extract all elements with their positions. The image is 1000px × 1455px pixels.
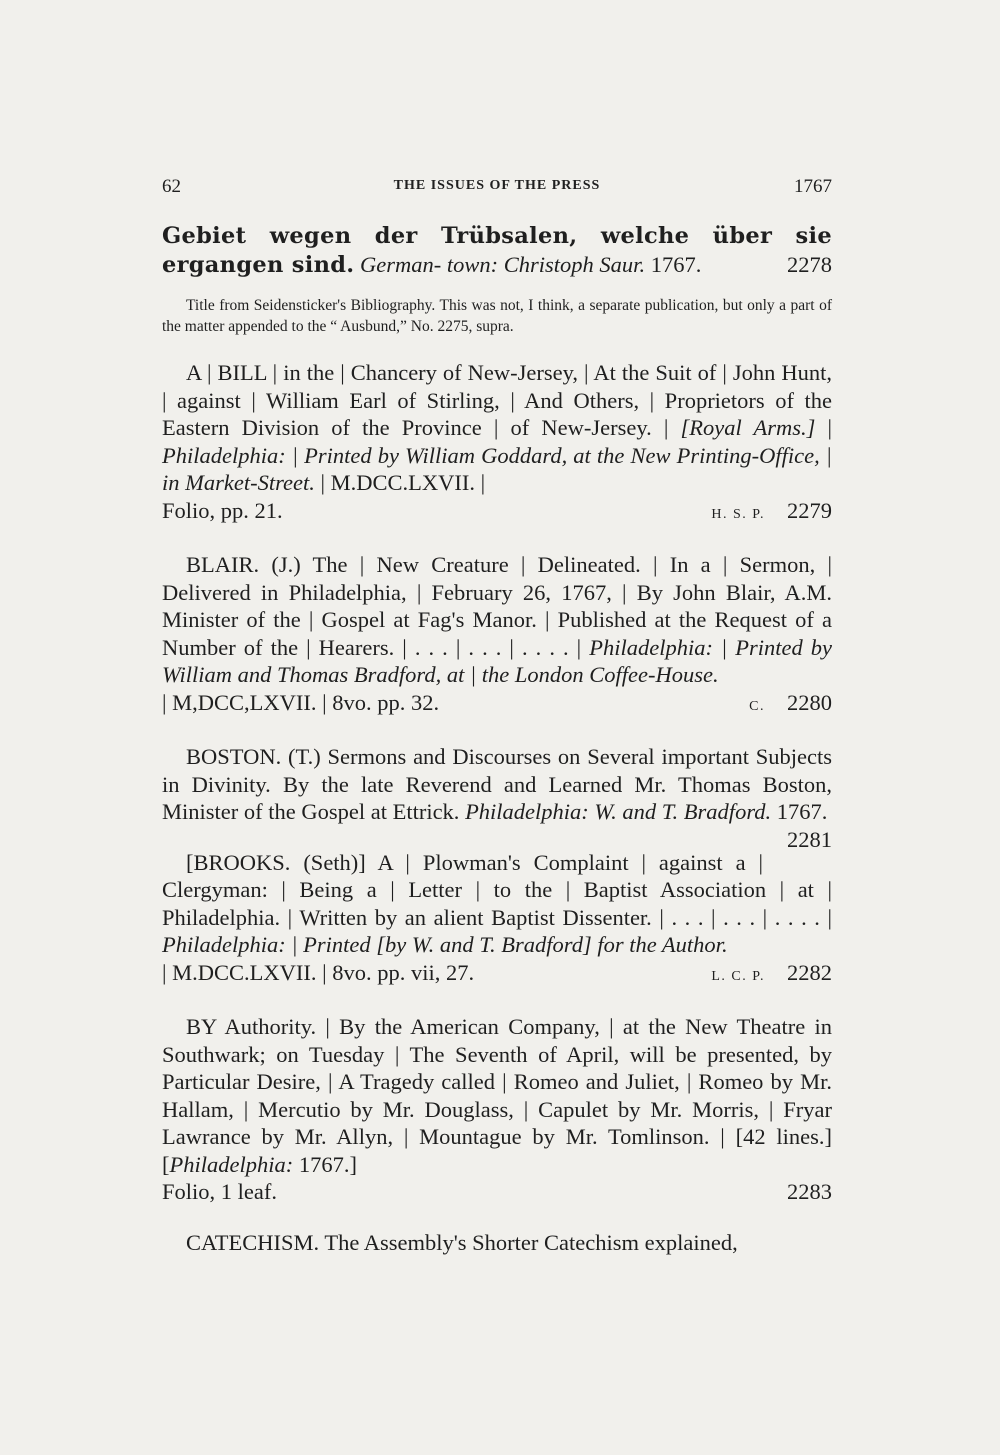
entry-2281 [162, 743, 832, 852]
entry-number: 2283 [787, 1179, 832, 1204]
entry-number: 2281 [787, 826, 832, 852]
entry-imprint: Philadelphia: | Printed by William Goddard, at the New Printing-Office, | in Market-Street. [162, 442, 832, 495]
library-siglum: L. C. P. [711, 968, 765, 984]
entry-date: 1767. [771, 799, 828, 824]
entry-text: 1767.] [293, 1151, 357, 1177]
entry-number: 2278 [787, 251, 832, 277]
entry-date: 1767. [650, 251, 702, 277]
library-siglum: H. S. P. [711, 506, 765, 522]
fraktur-title: Gebiet wegen der Trübsalen, welche über sie ergangen sind. [162, 223, 832, 278]
entry-italic: [Royal Arms.] [680, 415, 816, 440]
entry-note: Title from Seidensticker's Bibliography. This was not, I think, a separate publication, but only a part of the matter appended to the “ Ausbund,” No. 2275, supra. [162, 297, 832, 335]
entry-end-line [162, 1178, 832, 1206]
entry-end-line [162, 497, 832, 529]
entry-number: 2280 [787, 689, 832, 715]
entry-imprint: Philadelphia: W. and T. Bradford. [465, 799, 772, 824]
entry-2279 [162, 359, 832, 528]
entry-format: | M.DCC.LXVII. | 8vo. pp. vii, 27. [162, 959, 475, 985]
entry-2282 [162, 849, 832, 991]
entry-text: CATECHISM. The Assembly's Shorter Catechism explained, [186, 1229, 738, 1255]
entry-end-line [162, 689, 832, 721]
entry-format: | M,DCC,LXVII. | 8vo. pp. 32. [162, 689, 440, 715]
running-title: THE ISSUES OF THE PRESS [393, 178, 601, 193]
page-number: 62 [162, 176, 181, 197]
entry-text: | [815, 415, 832, 440]
entry-number: 2279 [787, 497, 832, 523]
entry-text: A | BILL | in the | Chancery of New-Jersey, | At the Suit of | John Hunt, | against | William Earl of Stirling, | And Others, | Proprietors of the Eastern Division of the Province | of New-Jersey. | [162, 360, 832, 440]
entry-format: Folio, pp. 21. [162, 497, 283, 523]
entry-text: [BROOKS. (Seth)] A | Plowman's Complaint | against a | Clergyman: | Being a | Letter | to the | Baptist Association | at | Philadelphia. | Written by an alient Baptist Dissenter. | . . . | . . . | . . . . | [162, 849, 832, 930]
entry-imprint: town: Christoph Saur. [446, 251, 646, 277]
body-text [162, 222, 832, 1279]
library-siglum: C. [749, 698, 765, 714]
entry-imprint: Philadelphia: | Printed [by W. and T. Bradford] for the Author. [162, 932, 728, 957]
entry-end-line [162, 959, 832, 991]
entry-imprint: Philadelphia: | Printed by William and Thomas Bradford, at | the London Coffee-House. [162, 634, 833, 687]
entry-text: | M.DCC.LXVII. | [314, 470, 486, 495]
entry-text: BOSTON. (T.) Sermons and Discourses on Several important Subjects in Divinity. By the late Reverend and Learned Mr. Thomas Boston, Minister of the Gospel at Ettrick. [162, 744, 832, 824]
entry-format: Folio, 1 leaf. [162, 1179, 277, 1204]
entry-text: BLAIR. (J.) The | New Creature | Delineated. | In a | Sermon, | Delivered in Philadelphia, | February 26, 1767, | By John Blair, A.M. Minister of the | Gospel at Fag's Manor. | Published at the Request of a Number of the | Hearers. | . . . | . . . | . . . . | [162, 552, 832, 660]
entry-2280 [162, 551, 832, 720]
entry-catechism [162, 1229, 832, 1257]
entry-imprint: Philadelphia: [169, 1151, 294, 1177]
running-year: 1767 [794, 176, 832, 197]
entry-2283 [162, 1013, 832, 1206]
running-head [162, 176, 832, 202]
entry-text: BY Authority. | By the American Company, | at the New Theatre in Southwark; on Tuesday | The Seventh of April, will be presented, by Particular Desire, | A Tragedy called | Romeo and Juliet, | Romeo by Mr. Hallam, | Mercutio by Mr. Douglass, | Capulet by Mr. Morris, | Fryar Lawrance by Mr. Allyn, | Mountague by Mr. Tomlinson. | [42 lines.] [ [162, 1014, 832, 1177]
entry-2278 [162, 222, 832, 279]
entry-imprint: German- [360, 251, 442, 277]
entry-number: 2282 [787, 959, 832, 985]
